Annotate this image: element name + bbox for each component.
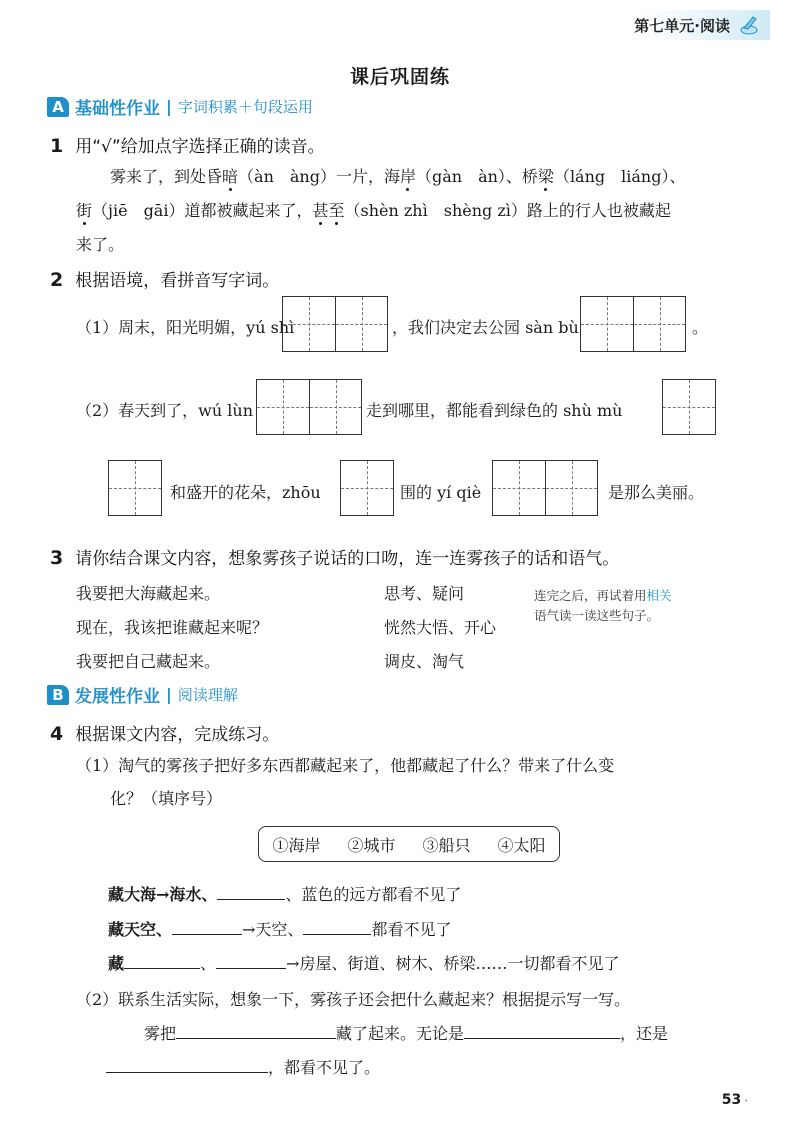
q4-title bbox=[50, 720, 279, 745]
page-number bbox=[722, 1092, 748, 1108]
row-text: →天空、 bbox=[242, 920, 304, 939]
option-item: ①海岸 bbox=[272, 835, 321, 855]
q1-text: （àn àng）一片，海 bbox=[238, 167, 400, 186]
q1-text: 雾来了，到处昏 bbox=[110, 167, 223, 186]
grid-cell[interactable] bbox=[309, 380, 361, 434]
grid-cell[interactable] bbox=[341, 461, 393, 515]
q1-text: （gàn àn）、桥 bbox=[415, 167, 538, 186]
row-text: 藏大海→海水、 bbox=[108, 885, 218, 904]
p2-text: 藏了起来。无论是 bbox=[336, 1024, 465, 1043]
q1-text: （shèn zhì shèng zì）路上的行人也被藏起 bbox=[344, 201, 671, 220]
write-grid-yushi[interactable] bbox=[282, 296, 388, 352]
section-b-header bbox=[47, 682, 238, 707]
ink-bottle-icon bbox=[738, 14, 760, 36]
q4-p1-line-2: 化？（填序号） bbox=[110, 789, 223, 808]
grid-cell[interactable] bbox=[581, 297, 633, 351]
q3-tip-note bbox=[534, 586, 724, 626]
q3-title bbox=[50, 544, 619, 569]
grid-cell[interactable] bbox=[109, 461, 161, 515]
section-b-title: 发展性作业 bbox=[75, 687, 160, 707]
option-item: ③船只 bbox=[422, 835, 471, 855]
q3-left-item[interactable]: 我要把自己藏起来。 bbox=[76, 652, 221, 671]
q2-p1-text-b: ，我们决定去公园 sàn bù bbox=[392, 318, 579, 337]
dotted-char: 暗 bbox=[222, 167, 239, 186]
answer-blank[interactable] bbox=[216, 954, 286, 969]
q1-text: （láng liáng）、 bbox=[553, 167, 686, 186]
answer-blank[interactable] bbox=[106, 1058, 268, 1073]
q4-p2-line-1: （2）联系生活实际，想象一下，雾孩子还会把什么藏起来？根据提示写一写。 bbox=[76, 990, 631, 1009]
q2-title bbox=[50, 266, 279, 291]
dotted-char: 岸 bbox=[399, 167, 416, 186]
q3-left-item[interactable]: 现在，我该把谁藏起来呢？ bbox=[76, 618, 269, 637]
q2-prompt: 根据语境，看拼音写字词。 bbox=[75, 271, 280, 291]
q3-left-item[interactable]: 我要把大海藏起来。 bbox=[76, 584, 221, 603]
tip-text: 语气读一读这些句子。 bbox=[534, 608, 660, 623]
page-number-suffix: · bbox=[744, 1096, 748, 1107]
row-text: 藏 bbox=[108, 954, 125, 973]
page-number-value: 53 bbox=[721, 1092, 742, 1108]
p2-text: ，都看不见了。 bbox=[268, 1058, 381, 1077]
row-text: 、 bbox=[200, 954, 217, 973]
section-a-badge: A bbox=[47, 97, 69, 117]
row-text: →房屋、街道、树木、桥梁……一切都看不见了 bbox=[286, 954, 620, 973]
row-text: 都看不见了 bbox=[371, 920, 452, 939]
section-b-subtitle: 阅读理解 bbox=[177, 686, 238, 704]
write-grid-shumu-2[interactable] bbox=[108, 460, 162, 516]
q2-p2-text-a: （2）春天到了，wú lùn bbox=[76, 401, 253, 420]
write-grid-sanbu[interactable] bbox=[580, 296, 686, 352]
row-text: 、蓝色的远方都看不见了 bbox=[285, 885, 462, 904]
unit-header bbox=[634, 14, 760, 36]
answer-blank[interactable] bbox=[217, 885, 285, 900]
q1-line-2 bbox=[76, 198, 671, 221]
q3-prompt: 请你结合课文内容，想象雾孩子说话的口吻，连一连雾孩子的话和语气。 bbox=[75, 549, 620, 569]
write-grid-wulun[interactable] bbox=[256, 379, 362, 435]
answer-blank[interactable] bbox=[303, 920, 371, 935]
q2-p1-text-a: （1）周末，阳光明媚，yú shì bbox=[76, 318, 295, 337]
q1-title bbox=[50, 132, 325, 157]
q2-p3-text-c: 是那么美丽。 bbox=[608, 483, 705, 502]
p2-text: ，还是 bbox=[620, 1024, 669, 1043]
p2-text: 雾把 bbox=[144, 1024, 177, 1043]
grid-cell[interactable] bbox=[493, 461, 545, 515]
q4-prompt: 根据课文内容，完成练习。 bbox=[75, 725, 280, 745]
q1-line-3: 来了。 bbox=[76, 235, 125, 254]
section-a-separator: | bbox=[166, 97, 172, 116]
q4-row-3 bbox=[108, 951, 619, 974]
grid-cell[interactable] bbox=[257, 380, 309, 434]
tip-highlight: 相关 bbox=[646, 588, 672, 603]
q1-text: （jiē gāi）道都被藏起来了， bbox=[92, 201, 313, 220]
write-grid-shumu-1[interactable] bbox=[662, 379, 716, 435]
row-text: 藏天空、 bbox=[108, 920, 173, 939]
q3-number: 3 bbox=[50, 547, 64, 569]
q2-p3-text-b: 围的 yí qiè bbox=[400, 483, 482, 502]
grid-cell[interactable] bbox=[335, 297, 387, 351]
option-item: ②城市 bbox=[347, 835, 396, 855]
dotted-char: 甚 bbox=[312, 201, 329, 220]
q2-p1-end: 。 bbox=[692, 318, 709, 337]
answer-blank[interactable] bbox=[176, 1024, 336, 1039]
q4-options-box bbox=[258, 826, 560, 862]
grid-cell[interactable] bbox=[283, 297, 335, 351]
q4-row-1 bbox=[108, 882, 461, 905]
q2-number: 2 bbox=[50, 269, 64, 291]
q3-right-item[interactable]: 恍然大悟、开心 bbox=[384, 618, 497, 637]
q2-p3-text-a: 和盛开的花朵，zhōu bbox=[170, 483, 321, 502]
q4-number: 4 bbox=[50, 723, 64, 745]
dotted-char: 至 bbox=[328, 201, 345, 220]
section-b-separator: | bbox=[166, 685, 172, 704]
write-grid-zhou[interactable] bbox=[340, 460, 394, 516]
q4-row-2 bbox=[108, 917, 451, 940]
section-a-header bbox=[47, 94, 313, 119]
unit-label: 第七单元·阅读 bbox=[634, 16, 730, 35]
q4-p1-line-1: （1）淘气的雾孩子把好多东西都藏起来了，他都藏起了什么？带来了什么变 bbox=[76, 756, 615, 775]
write-grid-yiqie[interactable] bbox=[492, 460, 598, 516]
q4-p2-line-3 bbox=[106, 1055, 380, 1078]
dotted-char: 梁 bbox=[537, 167, 554, 186]
dotted-char: 街 bbox=[76, 201, 93, 220]
q1-line-1 bbox=[110, 164, 685, 187]
answer-blank[interactable] bbox=[124, 954, 200, 969]
q2-p2-text-b: 走到哪里，都能看到绿色的 shù mù bbox=[366, 401, 623, 420]
tip-text: 连完之后，再试着用 bbox=[534, 588, 647, 603]
grid-cell[interactable] bbox=[663, 380, 715, 434]
answer-blank[interactable] bbox=[172, 920, 242, 935]
grid-cell[interactable] bbox=[545, 461, 597, 515]
grid-cell[interactable] bbox=[633, 297, 685, 351]
section-a-subtitle: 字词积累＋句段运用 bbox=[177, 98, 313, 116]
answer-blank[interactable] bbox=[464, 1024, 620, 1039]
q4-p2-line-2 bbox=[144, 1021, 668, 1044]
q3-right-item[interactable]: 思考、疑问 bbox=[384, 584, 465, 603]
q3-right-item[interactable]: 调皮、淘气 bbox=[384, 652, 465, 671]
page-title: 课后巩固练 bbox=[349, 66, 450, 88]
option-item: ④太阳 bbox=[497, 835, 546, 855]
q1-prompt: 用“√”给加点字选择正确的读音。 bbox=[75, 137, 325, 157]
section-b-badge: B bbox=[47, 685, 69, 705]
q1-number: 1 bbox=[50, 135, 64, 157]
section-a-title: 基础性作业 bbox=[75, 99, 160, 119]
